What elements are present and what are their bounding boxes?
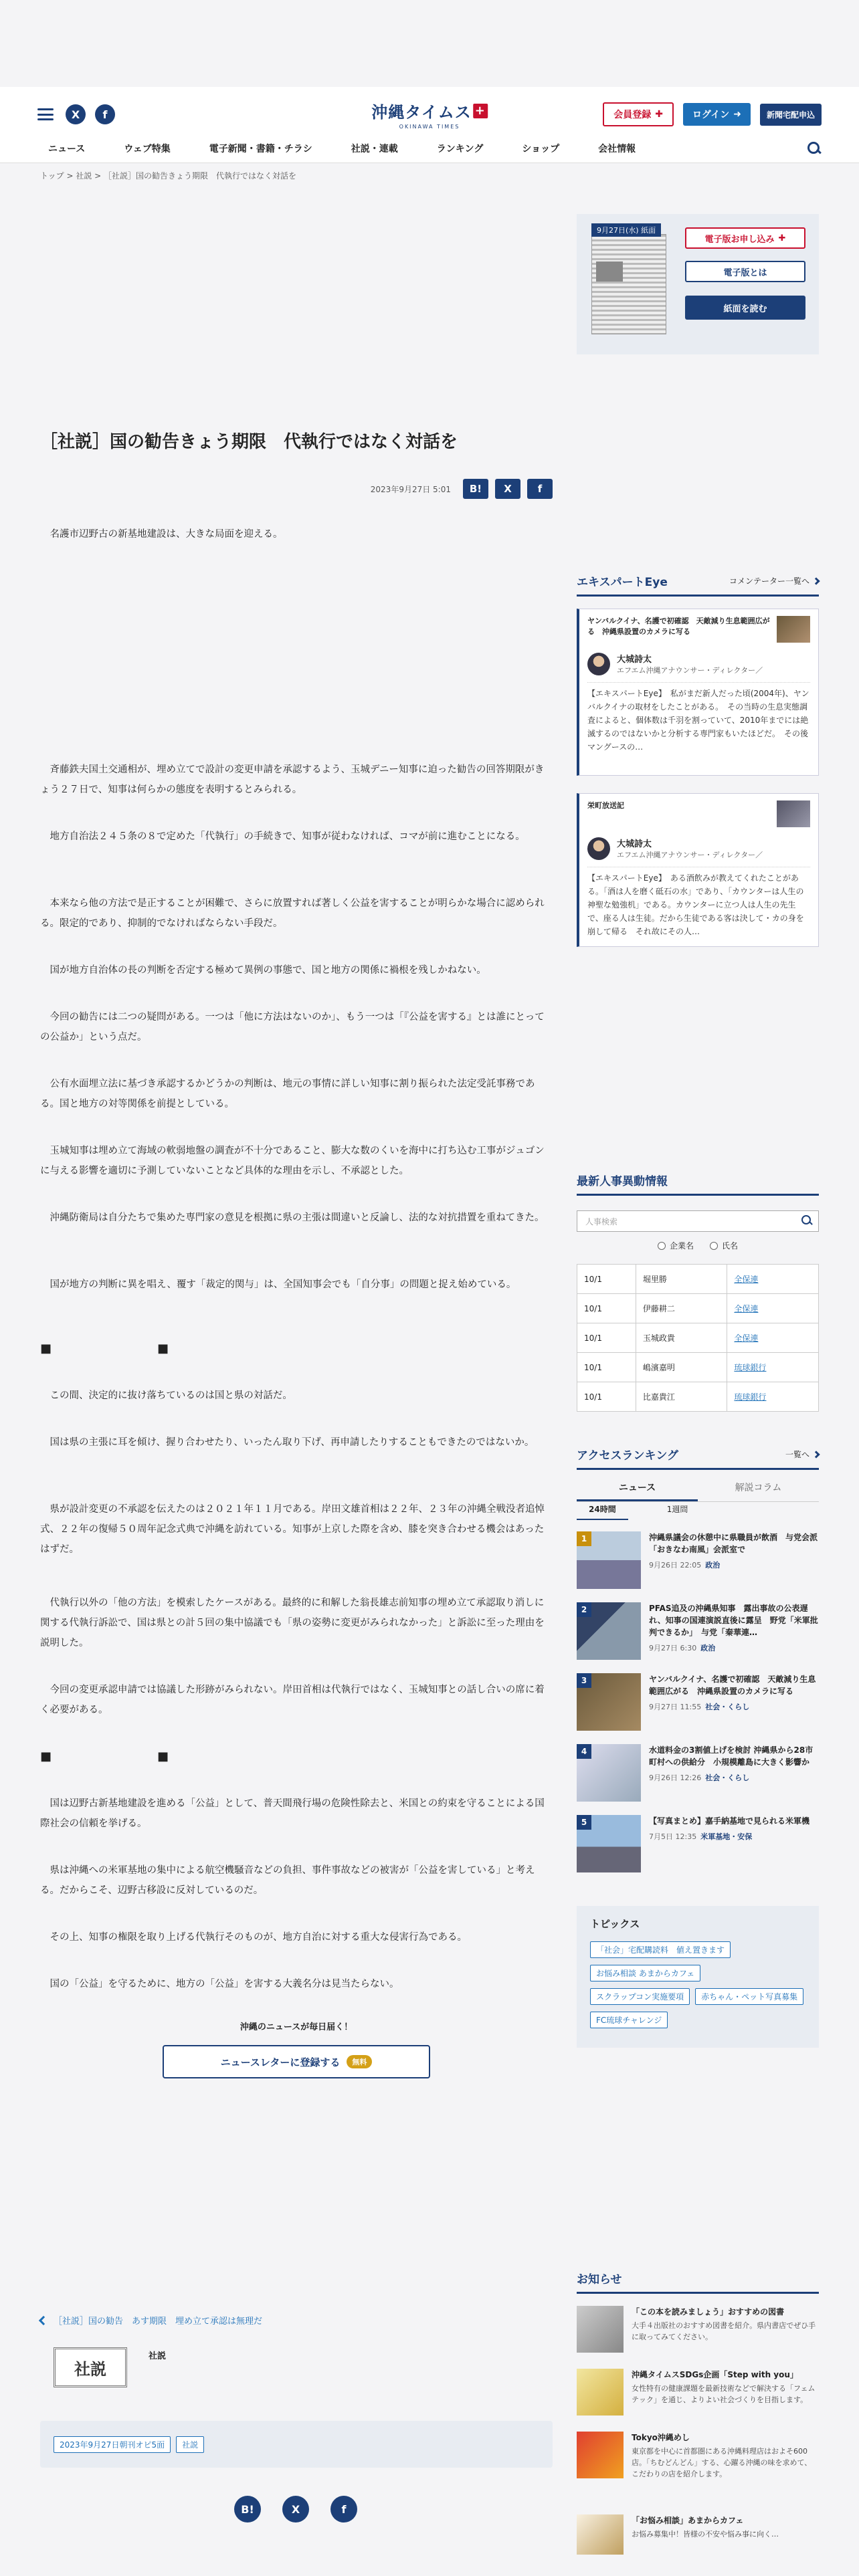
tag-editorial[interactable]: 社説 <box>176 2436 204 2453</box>
radio-name-label: 氏名 <box>722 1241 739 1251</box>
subscribe-button[interactable]: 新聞宅配申込 <box>760 104 822 126</box>
ranking-item[interactable] <box>577 1673 819 1735</box>
ranking-tabs <box>577 1477 819 1502</box>
bottom-share <box>234 2496 357 2523</box>
article-date: 2023年9月27日 5:01 <box>370 484 451 494</box>
personnel-search-input[interactable]: 人事検索 <box>577 1210 819 1232</box>
x-icon[interactable]: X <box>66 104 86 124</box>
ranking-meta <box>649 1701 819 1712</box>
nav-news[interactable]: ニュース <box>48 144 86 154</box>
article-paragraph: 県が設計変更の不承認を伝えたのは２０２１年１１月である。岸田文雄首相は２２年、２３年の沖縄全戦没者追悼式、２２年の復帰５０周年記念式典で沖縄を訪れている。知事が上京した際を含め、膝を突き合わせる機会はあったはずだ。 <box>40 1504 545 1555</box>
expert-headline: ヤンバルクイナ、名護で初確認 天敵減り生息範囲広がる 沖縄県設置のカメラに写る <box>587 617 770 636</box>
nav-ranking[interactable]: ランキング <box>436 144 484 154</box>
ranking-time: 7月5日 12:35 <box>649 1832 697 1841</box>
newsletter-register-button[interactable] <box>163 2045 430 2078</box>
newspaper-thumbnail[interactable] <box>591 234 666 334</box>
expert-name: 大城詩太 <box>617 655 652 665</box>
ranking-thumbnail <box>577 1744 641 1802</box>
person-name: 伊藤耕二 <box>636 1294 727 1323</box>
person-date: 10/1 <box>577 1294 636 1323</box>
ranking-thumbnail <box>577 1531 641 1589</box>
nav-web-feature[interactable]: ウェブ特集 <box>124 144 171 154</box>
e-paper-about-button[interactable]: 電子版とは <box>685 261 805 282</box>
table-row <box>577 1382 819 1412</box>
ranking-thumbnail <box>577 1673 641 1731</box>
nav-shop[interactable]: ショップ <box>522 144 560 154</box>
radio-company-label: 企業名 <box>669 1241 694 1251</box>
ranking-category: 社会・くらし <box>705 1774 750 1782</box>
personnel-header <box>577 1172 819 1196</box>
expert-thumbnail <box>777 616 810 643</box>
rank-number: 2 <box>577 1602 591 1617</box>
article-lower <box>40 0 553 2576</box>
e-paper-box <box>577 214 819 354</box>
facebook-share-button[interactable]: f <box>330 2496 357 2523</box>
article-paragraph: 名護市辺野古の新基地建設は、大きな局面を迎える。 <box>40 529 283 540</box>
ranking-period <box>577 1502 700 1520</box>
ranking-item[interactable] <box>577 1531 819 1593</box>
topics-title: トピックス <box>590 1918 640 1930</box>
topic-tags <box>590 1941 805 2028</box>
ranking-category: 米軍基地・安保 <box>700 1832 753 1841</box>
person-date: 10/1 <box>577 1323 636 1353</box>
radio-name[interactable] <box>710 1240 738 1251</box>
ranking-meta <box>649 1772 819 1783</box>
login-label: ログイン <box>692 110 730 120</box>
expert-body: 【エキスパートEye】 私がまだ新人だった頃(2004年)、ヤンバルクイナの取材をしたことがある。 その当時の生息実態調査によると、個体数は千羽を割っていて、2010年までには絶滅するのではないかと分析する専門家もいたほどだ。 その後マングースの… <box>587 682 810 757</box>
article-paragraph: 斉藤鉄夫国土交通相が、埋め立てで設計の変更申請を承認するよう、玉城デニー知事に迫った勧告の回答期限がきょう２７日で、知事は何らかの態度を表明するとみられる。 <box>40 764 545 795</box>
x-share-button[interactable]: X <box>282 2496 309 2523</box>
ranking-category: 社会・くらし <box>705 1703 750 1711</box>
search-icon[interactable] <box>801 1215 812 1226</box>
article-paragraph: 沖縄防衛局は自分たちで集めた専門家の意見を根拠に県の主張は間違いと反論し、法的な対抗措置を重ねてきた。 <box>40 1212 545 1223</box>
plus-icon: ✚ <box>778 233 786 243</box>
chevron-right-icon <box>812 1451 820 1458</box>
ranking-more-label: 一覧へ <box>785 1450 809 1459</box>
ranking-title: アクセスランキング <box>577 1449 678 1463</box>
expert-thumbnail <box>777 800 810 827</box>
article-paragraph: 国の「公益」を守るために、地方の「公益」を害する大義名分は見当たらない。 <box>40 1979 399 1990</box>
person-name: 玉城政貴 <box>636 1323 727 1353</box>
avatar <box>587 837 610 860</box>
notice-item[interactable] <box>577 2514 819 2555</box>
section-divider: ■ ■ <box>40 1341 216 1356</box>
article-paragraph: 国は辺野古新基地建設を進める「公益」として、普天間飛行場の危険性除去と、米国との約束を守ることによる国際社会の信頼を挙げる。 <box>40 1798 545 1829</box>
free-badge: 無料 <box>347 2055 372 2068</box>
e-paper-apply-button[interactable] <box>685 227 805 249</box>
ranking-time: 9月27日 11:55 <box>649 1703 702 1711</box>
logo-plus-icon: + <box>473 104 488 118</box>
notice-item[interactable] <box>577 2369 819 2416</box>
rank-number: 1 <box>577 1531 591 1546</box>
newsletter-button-label: ニュースレターに登録する <box>220 2056 341 2068</box>
ranking-category: 政治 <box>705 1561 721 1570</box>
topic-tag[interactable]: お悩み相談 あまからカフェ <box>590 1965 700 1981</box>
ranking-title-text: PFAS追及の沖縄県知事 露出事故の公表遅れ、知事の国連演説直後に露呈 野党「米軍批判できるか」 与党「秦華連… <box>649 1604 818 1637</box>
facebook-icon[interactable]: f <box>95 104 115 124</box>
login-button[interactable] <box>683 103 751 126</box>
notice-thumbnail <box>577 2514 624 2555</box>
commentator-list-label: コメンテーター一覧へ <box>729 576 809 586</box>
article-paragraph: その上、知事の権限を取り上げる代執行そのものが、地方自治に対する重大な侵害行為である。 <box>40 1932 467 1943</box>
article-paragraph: 公有水面埋立法に基づき承認するかどうかの判断は、地元の事情に詳しい知事に割り振られた法定受託事務である。国と地方の対等関係を前提としている。 <box>40 1079 535 1109</box>
newsletter-title: 沖縄のニュースが毎日届く！ <box>240 2022 353 2032</box>
ranking-header <box>577 1446 819 1470</box>
personnel-table <box>577 1264 819 1412</box>
arrow-right-icon: ➜ <box>733 109 741 120</box>
e-paper-apply-label: 電子版お申し込み <box>704 234 775 245</box>
notice-item[interactable] <box>577 2306 819 2353</box>
ranking-item[interactable] <box>577 1815 819 1876</box>
person-name: 嶋濱嘉明 <box>636 1353 727 1382</box>
article-paragraph: 今回の勧告には二つの疑問がある。一つは「他に方法はないのか」、もう一つは「『公益を害する』とは誰にとっての公益か」という点だ。 <box>40 1012 545 1043</box>
ranking-meta <box>649 1642 819 1653</box>
topic-tag[interactable]: FC琉球チャレンジ <box>590 2012 668 2028</box>
table-row <box>577 1323 819 1353</box>
nav-editorial[interactable]: 社説・連載 <box>351 144 398 154</box>
person-company[interactable]: 全保連 <box>727 1265 819 1294</box>
member-register-label: 会員登録 <box>613 110 652 120</box>
person-date: 10/1 <box>577 1353 636 1382</box>
person-name: 堀里勝 <box>636 1265 727 1294</box>
article-paragraph: 玉城知事は埋め立て海域の軟弱地盤の調査が不十分であること、膨大な数のくいを海中に打ち込む工事がジュゴンに与える影響を適切に予測していないことなど具体的な理由を示し、不承認とした。 <box>40 1146 545 1176</box>
article-paragraph: 地方自治法２４５条の８で定めた「代執行」の手続きで、知事が従わなければ、コマが前に進むことになる。 <box>40 831 525 842</box>
article-title: ［社説］国の勧告きょう期限 代執行ではなく対話を <box>40 432 458 452</box>
ranking-thumbnail <box>577 1815 641 1872</box>
ranking-thumbnail <box>577 1602 641 1660</box>
logo-title: 沖縄タイムス <box>371 103 472 122</box>
period-1week[interactable]: 1週間 <box>666 1505 688 1514</box>
notice-item-title: 沖縄タイムスSDGs企画「Step with you」 <box>632 2370 798 2379</box>
related-article-link[interactable] <box>40 2314 262 2327</box>
search-icon[interactable] <box>807 141 822 156</box>
person-company[interactable]: 全保連 <box>727 1323 819 1353</box>
read-paper-button[interactable]: 紙面を読む <box>685 296 805 320</box>
expert-card[interactable] <box>577 609 819 776</box>
topics-box <box>577 1906 819 2048</box>
person-company[interactable]: 琉球銀行 <box>727 1353 819 1382</box>
notice-header <box>577 2270 819 2294</box>
article-paragraph: 国が地方の判断に異を唱え、覆す「裁定的関与」は、全国知事会でも「自分事」の問題と捉え始めている。 <box>40 1279 516 1290</box>
article-paragraph: 国が地方自治体の長の判断を否定する極めて異例の事態で、国と地方の関係に禍根を残しかねない。 <box>40 965 486 976</box>
notice-thumbnail <box>577 2432 624 2478</box>
tab-column[interactable]: 解説コラム <box>735 1483 782 1493</box>
ranking-title-text: 水道料金の3割値上げを検討 沖縄県から28市町村への供給分 小規模離島に大きく影響か <box>649 1745 814 1767</box>
notice-item-title: 「この本を読みましょう」おすすめの図書 <box>632 2307 785 2317</box>
nav-company[interactable]: 会社情報 <box>598 144 636 154</box>
person-date: 10/1 <box>577 1382 636 1412</box>
tab-news[interactable]: ニュース <box>577 1477 698 1501</box>
ranking-item[interactable] <box>577 1602 819 1664</box>
ranking-title-text: 【写真まとめ】嘉手納基地で見られる米軍機 <box>649 1816 810 1826</box>
notice-thumbnail <box>577 2306 624 2353</box>
ranking-item[interactable] <box>577 1744 819 1806</box>
paper-date: 9月27日(水) 紙面 <box>591 223 661 237</box>
rank-number: 4 <box>577 1744 591 1759</box>
period-24h[interactable]: 24時間 <box>577 1502 628 1520</box>
plus-icon: ✚ <box>655 109 663 120</box>
expert-role: エフエム沖縄アナウンサー・ディレクター／ <box>617 851 763 859</box>
hatena-share-button[interactable]: B! <box>463 479 488 499</box>
x-share-button[interactable]: X <box>495 479 520 499</box>
ranking-time: 9月26日 12:26 <box>649 1774 702 1782</box>
table-row <box>577 1294 819 1323</box>
tag-edition[interactable]: 2023年9月27日朝刊オピ5面 <box>54 2436 171 2453</box>
breadcrumb-current: ［社説］国の勧告きょう期限 代執行ではなく対話を <box>104 171 297 181</box>
ranking-time: 9月27日 6:30 <box>649 1644 697 1652</box>
ranking-meta <box>649 1560 819 1570</box>
ranking-title-text: ヤンバルクイナ、名護で初確認 天敵減り生息範囲広がる 沖縄県設置のカメラに写る <box>649 1675 816 1696</box>
article-paragraph: 県は沖縄への米軍基地の集中による航空機騒音などの負担、事件事故などの被害が「公益を害している」と考える。だからこそ、辺野古移設に反対しているのだ。 <box>40 1865 535 1896</box>
expert-name: 大城詩太 <box>617 839 652 849</box>
article-paragraph: 今回の変更承認申請では協議した形跡がみられない。岸田首相は代執行ではなく、玉城知事との話し合いの席に着く必要がある。 <box>40 1685 545 1715</box>
person-company[interactable]: 琉球銀行 <box>727 1382 819 1412</box>
rank-number: 3 <box>577 1673 591 1688</box>
notice-item-desc: 大手４出版社のおすすめ図書を紹介。県内書店でぜひ手に取ってみてください。 <box>632 2321 816 2341</box>
article-paragraph: 本来なら他の方法で是正することが困難で、さらに放置すれば著しく公益を害することが明らかな場合に認められる。限定的であり、抑制的でなければならない手段だ。 <box>40 898 545 929</box>
person-date: 10/1 <box>577 1265 636 1294</box>
table-row <box>577 1353 819 1382</box>
topic-tag[interactable]: 「社会」宅配購読料 値え置きます <box>590 1941 731 1958</box>
related-article-title: ［社説］国の勧告 あす期限 埋め立て承認は無理だ <box>54 2317 263 2327</box>
notice-item-desc: お悩み募集中！皆様の不安や悩み事に向く… <box>632 2530 779 2539</box>
notice-thumbnail <box>577 2369 624 2416</box>
chevron-right-icon <box>812 577 820 584</box>
article-paragraph: この間、決定的に抜け落ちているのは国と県の対話だ。 <box>40 1390 292 1401</box>
section-divider: ■ ■ <box>40 1749 216 1763</box>
breadcrumb-editorial[interactable]: 社説 > <box>76 171 102 181</box>
logo-subtitle: OKINAWA TIMES <box>399 124 460 130</box>
editorial-badge: 社説 <box>54 2347 127 2387</box>
person-name: 比嘉貴江 <box>636 1382 727 1412</box>
rank-number: 5 <box>577 1815 591 1830</box>
ranking-category: 政治 <box>700 1644 716 1652</box>
personnel-title: 最新人事異動情報 <box>577 1175 668 1188</box>
notice-item-title: 「お悩み相談」あまからカフェ <box>632 2516 744 2525</box>
ranking-more-link[interactable] <box>785 1448 819 1460</box>
article-paragraph: 代執行以外の「他の方法」を模索したケースがある。最終的に和解した翁長雄志前知事の埋め立て承認取り消しに関する代執行訴訟で、国は県との計５回の集中協議でも「県の姿勢に変更がみられなかった」と訴訟に至った理由を説明した。 <box>40 1598 545 1648</box>
facebook-share-button[interactable]: f <box>527 479 553 499</box>
hatena-share-button[interactable]: B! <box>234 2496 261 2523</box>
notice-title: お知らせ <box>577 2273 622 2286</box>
commentator-list-link[interactable] <box>729 575 819 586</box>
chevron-left-icon <box>39 2315 48 2325</box>
breadcrumb-top[interactable]: トップ > <box>40 171 74 181</box>
expert-eye-header <box>577 572 819 597</box>
ranking-title-text: 沖縄県議会の休憩中に県職員が飲酒 与党会派「おきなわ南風」会派室で <box>649 1533 818 1554</box>
ranking-meta <box>649 1831 809 1842</box>
search-type-radios <box>577 1240 819 1251</box>
topic-tag[interactable]: スクラップコン実施要項 <box>590 1988 690 2005</box>
person-company[interactable]: 全保連 <box>727 1294 819 1323</box>
header-actions <box>603 102 822 126</box>
expert-headline: 栄町放送記 <box>587 801 624 810</box>
article-tags <box>40 2421 553 2468</box>
notice-item-title: Tokyo沖縄めし <box>632 2433 690 2442</box>
editorial-label: 社説 <box>149 2351 167 2361</box>
expert-card[interactable] <box>577 793 819 947</box>
notice-item-desc: 女性特有の健康課題を最新技術などで解決する「フェムテック」を通じ、よりよい社会づくりを目指します。 <box>632 2384 816 2404</box>
notice-item-desc: 東京都を中心に首都圏にある沖縄料理店はおよそ600店。「ちむどんどん」する、心躍る沖縄の味を求めて、こだわりの店を紹介します。 <box>632 2447 812 2478</box>
notice-item[interactable] <box>577 2432 819 2480</box>
avatar <box>587 653 610 675</box>
topic-tag[interactable]: 赤ちゃん・ペット写真募集 <box>695 1988 803 2005</box>
radio-company[interactable] <box>658 1240 694 1251</box>
expert-eye-title: エキスパートEye <box>577 576 668 589</box>
member-register-button[interactable] <box>603 102 674 126</box>
article-paragraph: 国は県の主張に耳を傾け、握り合わせたり、いったん取り下げ、再申請したりすることもできたのではないか。 <box>40 1437 535 1448</box>
expert-body: 【エキスパートEye】 ある酒飲みが教えてくれたことがある。「酒は人を磨く砥石の水」であり、「カウンターは人生の神聖な勉強机」である。カウンターに立つ人は人生の先生で、座る人は生徒。だから生徒である客は決して・カの身を崩して帰る それ故にその人… <box>587 867 810 923</box>
expert-role: エフエム沖縄アナウンサー・ディレクター／ <box>617 666 763 675</box>
ranking-time: 9月26日 22:05 <box>649 1561 702 1570</box>
table-row <box>577 1265 819 1294</box>
nav-e-paper[interactable]: 電子新聞・書籍・チラシ <box>209 144 312 154</box>
